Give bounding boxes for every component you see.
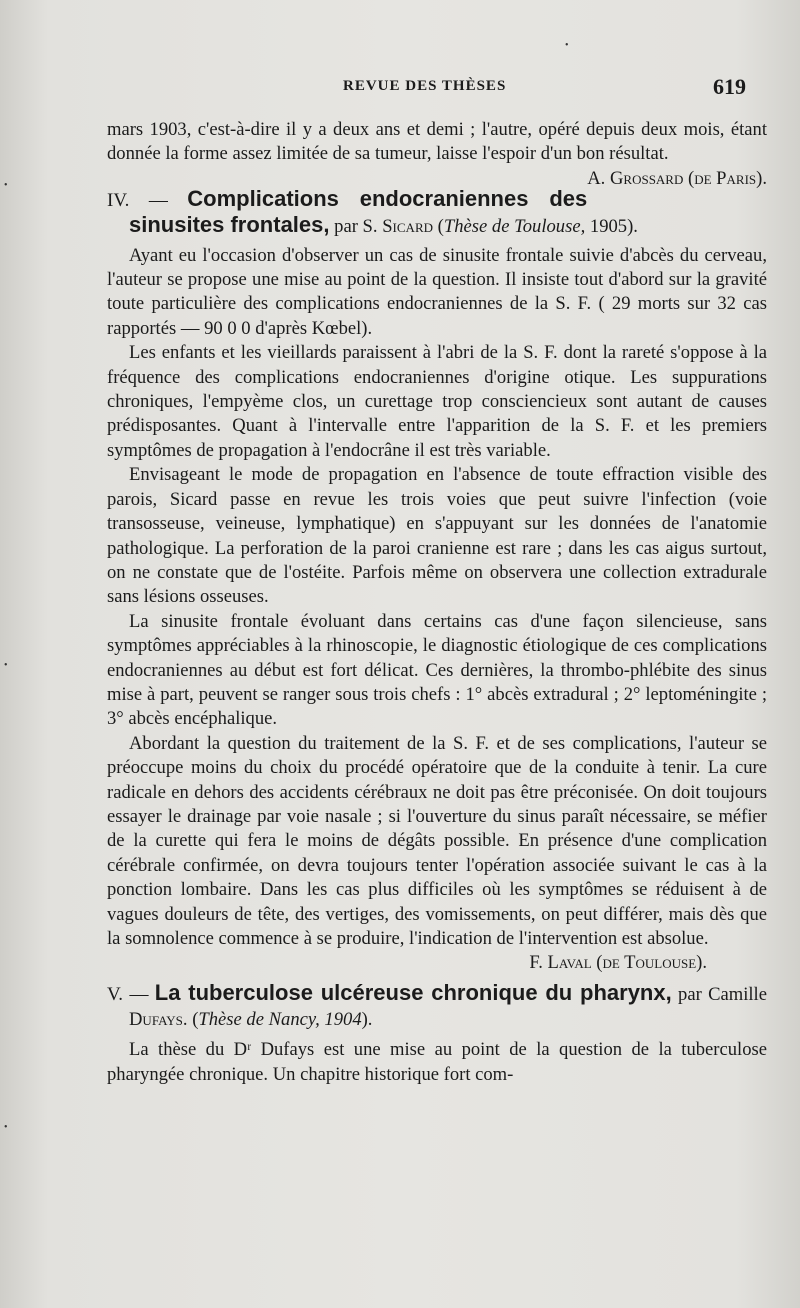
section-v-year: 1904 (324, 1008, 362, 1030)
section-v-thesis-close: ). (361, 1008, 373, 1030)
section-iv-heading (107, 187, 767, 240)
section-iv-paragraph-5 (107, 732, 767, 974)
section-v-title: La tuberculose ulcéreuse chronique du pharynx, (154, 980, 672, 1006)
margin-dot: • (565, 40, 569, 51)
section-v-by: par Camille (678, 984, 767, 1006)
intro-paragraph (107, 118, 767, 189)
section-iv-thesis-close: ). (627, 216, 638, 238)
section-iv-author: Sicard (382, 216, 434, 238)
section-iv-paragraph-2: Les enfants et les vieillards paraissent à l'abri de la S. F. dont la rareté s'oppose à la fréquence des complications endocraniennes d'origine otique. Les suppurations chroniques, l'empyème clos, un curettage trop consciencieux sont autant de causes prédisposantes. Quant à l'intervalle entre l'apparition de la S. F. et les premiers symptômes de propagation à l'endocrâne il est très variable. (107, 342, 767, 461)
section-iv-paragraph-1: Ayant eu l'occasion d'observer un cas de sinusite frontale suivie d'abcès du cerveau, l'auteur se propose une mise au point de la question. Il insiste tout d'abord sur la gravité toute particulière des complications endocraniennes de la S. F. ( 29 morts sur 32 cas rapportés — 90 0 0 d'après Kœbel). (107, 244, 767, 339)
running-head: REVUE DES THÈSES (343, 78, 507, 94)
margin-dot: • (4, 660, 8, 671)
margin-dot: • (4, 180, 8, 191)
section-v-author: Dufays (129, 1008, 183, 1030)
section-iv-thesis-open: ( (437, 216, 444, 238)
section-iv-year: 1905 (589, 216, 628, 238)
margin-dot: • (4, 1122, 8, 1133)
section-v-thesis-open: . ( (182, 1008, 199, 1030)
section-iv-number: IV. — (107, 189, 168, 211)
section-iv-signature: F. Laval (de Toulouse). (529, 952, 707, 974)
section-iv-thesis: Thèse de Toulouse, (443, 216, 586, 238)
intro-signature: A. Grossard (de Paris). (587, 167, 767, 189)
intro-text: mars 1903, c'est-à-dire il y a deux ans et demi ; l'autre, opéré depuis deux mois, étant donnée la forme assez limitée de sa tumeur, laisse l'espoir d'un bon résultat. (107, 119, 767, 165)
page-number: 619 (713, 74, 746, 99)
page-header (0, 74, 800, 104)
section-iv-paragraph-3: Envisageant le mode de propagation en l'absence de toute effraction visible des parois, Sicard passe en revue les trois voies que peut suivre l'infection (voie transosseuse, veineuse, lymphatique) en s'appuyant sur les données de l'anatomie pathologique. La perforation de la paroi cranienne est rare ; dans les cas aigus surtout, on ne constate que de l'ostéite. Parfois même on observera une collection extradurale sans lésions osseuses. (107, 464, 767, 608)
text-column (107, 118, 767, 1087)
section-iv-paragraph-4: La sinusite frontale évoluant dans certains cas d'une façon silencieuse, sans symptômes appréciables à la rhinoscopie, le diagnostic étiologique de ces complications endocraniennes au début est fort délicat. Ces dernières, la thrombo-phlébite des sinus mise à part, peuvent se ranger sous trois chefs : 1° abcès extradural ; 2° leptoméningite ; 3° abcès encéphalique. (107, 610, 767, 730)
section-v-heading (107, 981, 767, 1032)
section-iv-by: par S. (334, 216, 378, 238)
section-v-paragraph: La thèse du Dʳ Dufays est une mise au point de la question de la tuberculose pharyngée chronique. Un chapitre historique fort com- (107, 1039, 767, 1085)
section-iv-title: Complications endocraniennes des sinusites frontales, (129, 185, 588, 238)
section-v-number: V. — (107, 984, 149, 1006)
section-v-thesis: Thèse de Nancy, (198, 1008, 320, 1030)
section-iv-paragraph-5-text: Abordant la question du traitement de la S. F. et de ses complications, l'auteur se préoccupe moins du choix du procédé opératoire que de la conduite à tenir. La cure radicale en dehors des accidents cérébraux ne doit pas être préconisée. On doit toujours essayer le drainage par voie nasale ; si l'ouverture du sinus paraît nécessaire, se méfier de la curette qui fera le moins de dégâts possible. En présence d'une complication cérébrale confirmée, on devra toujours tenter l'opération associée suivant le cas à la ponction lombaire. Dans les cas plus difficiles où les symptômes se réduisent à de vagues douleurs de tête, des vertiges, des vomissements, on peut différer, mais dès que la somnolence commence à se produire, l'indication de l'intervention est absolue. (107, 732, 767, 949)
